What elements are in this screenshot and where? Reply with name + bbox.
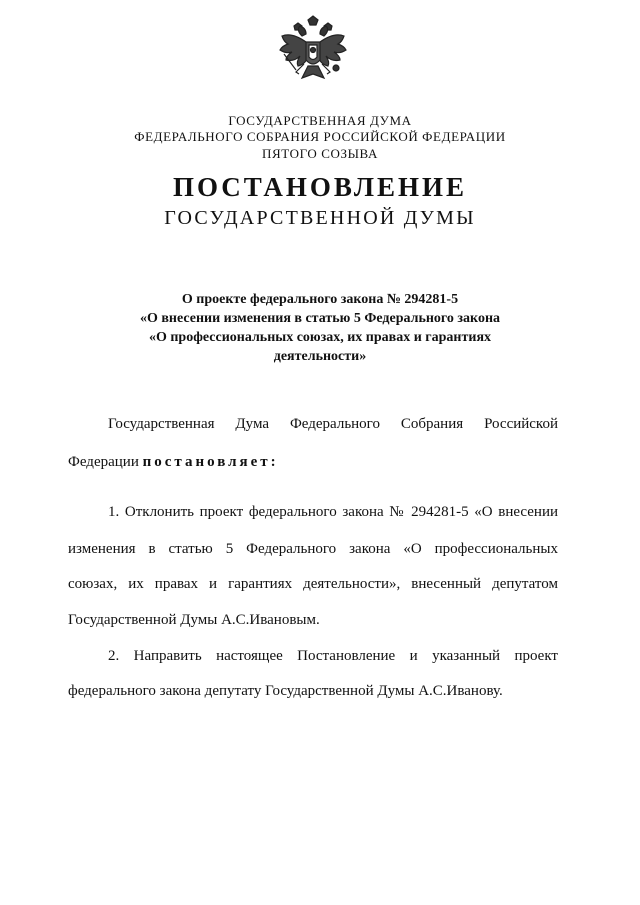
- item-2-line-2: федерального закона депутату Государственной Думы А.С.Иванову.: [68, 683, 503, 699]
- document-subtitle: ГОСУДАРСТВЕННОЙ ДУМЫ: [164, 207, 476, 229]
- intro-line-1: Государственная Дума Федерального Собрания Российской: [108, 416, 558, 432]
- intro-line-2: [68, 452, 558, 472]
- org-line-federal-assembly: ФЕДЕРАЛЬНОГО СОБРАНИЯ РОССИЙСКОЙ ФЕДЕРАЦИИ: [134, 129, 506, 144]
- org-line-state-duma: ГОСУДАРСТВЕННАЯ ДУМА: [228, 113, 412, 128]
- subject-line-2: «О внесении изменения в статью 5 Федерального закона: [139, 311, 501, 326]
- document-title: ПОСТАНОВЛЕНИЕ: [172, 172, 468, 202]
- item-1-line-1: 1. Отклонить проект федерального закона № 294281-5 «О внесении: [108, 504, 558, 520]
- item-1-line-2: изменения в статью 5 Федерального закона «О профессиональных: [68, 541, 558, 557]
- item-2-line-1: 2. Направить настоящее Постановление и указанный проект: [108, 648, 558, 664]
- russian-coat-of-arms-icon: [270, 14, 356, 94]
- intro-line-2-prefix: Федерации: [68, 454, 139, 470]
- subject-line-1: О проекте федерального закона № 294281-5: [181, 292, 459, 307]
- subject-line-3: «О профессиональных союзах, их правах и гарантиях: [148, 330, 492, 345]
- org-line-convocation: ПЯТОГО СОЗЫВА: [262, 146, 378, 161]
- decree-word: постановляет:: [142, 454, 279, 470]
- item-1-line-3: союзах, их правах и гарантиях деятельности», внесенный депутатом: [68, 576, 558, 592]
- item-1-line-4: Государственной Думы А.С.Ивановым.: [68, 612, 320, 628]
- subject-line-4: деятельности»: [273, 349, 367, 364]
